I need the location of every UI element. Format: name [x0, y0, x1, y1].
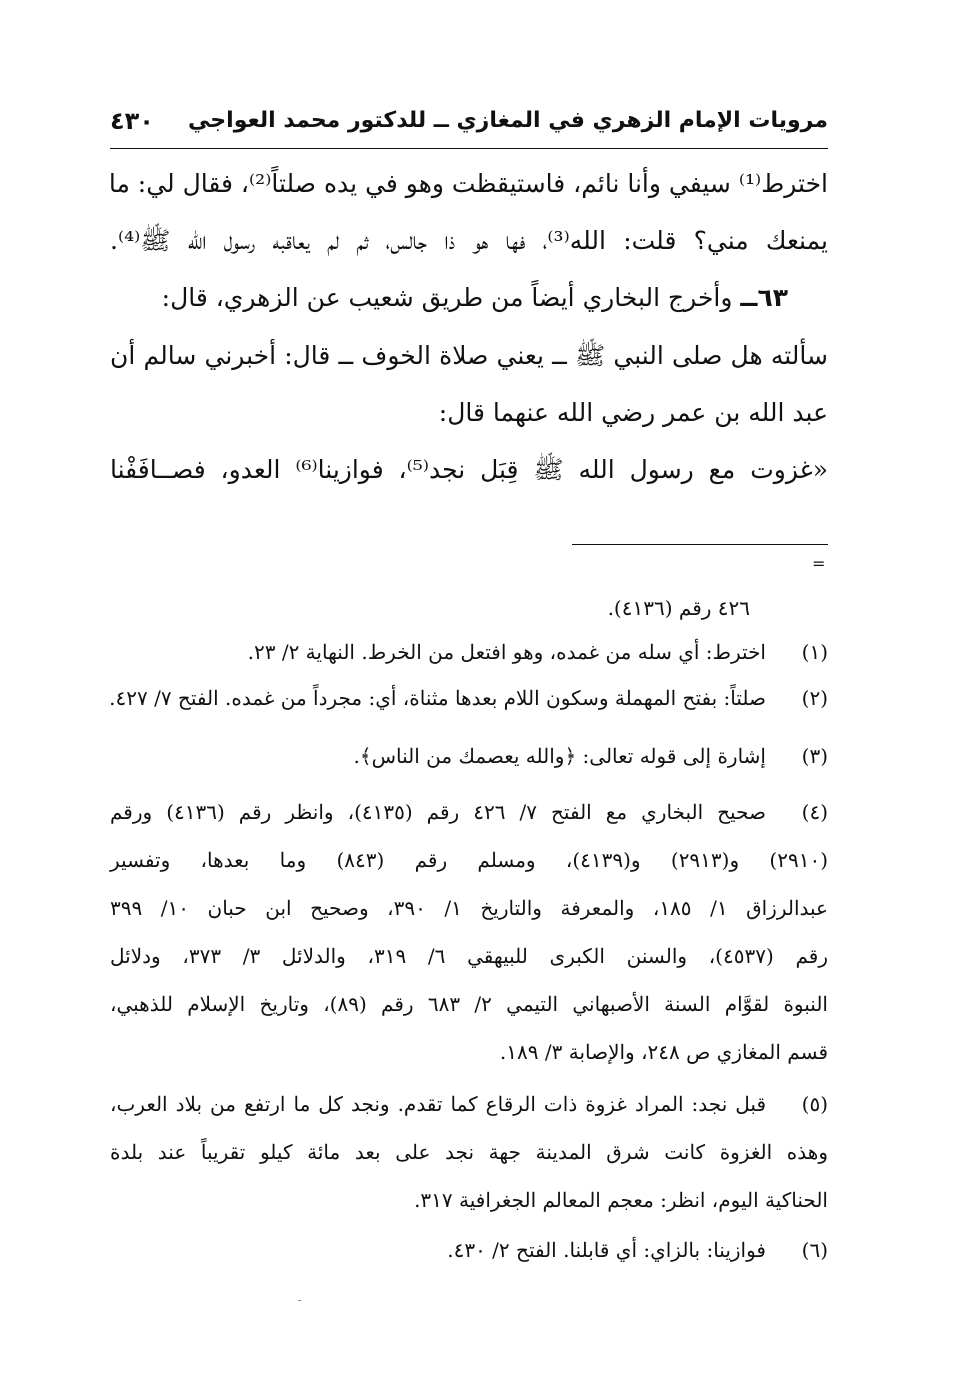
footnote-text: قسم المغازي ص ٢٤٨، والإصابة ٣/ ١٨٩. — [499, 1040, 828, 1064]
footnote-text: رقم (٤٥٣٧)، والسنن الكبرى للبيهقي ٦/ ٣١٩، والدلائل ٣/ ٣٧٣، ودلائل — [110, 944, 828, 968]
footnote-separator — [572, 544, 828, 545]
body-line-4: عبد الله بن عمر رضي الله عنهما قال: — [438, 398, 828, 427]
footnote-text: الحناكية اليوم، انظر: معجم المعالم الجغرافية ٣١٧. — [414, 1188, 828, 1212]
header-title: مرويات الإمام الزهري في المغازي ــ للدكتور محمد العواجي — [188, 108, 828, 133]
footnote-number: (٢) — [801, 686, 828, 710]
footnote-text: وهذه الغزوة كانت شرق المدينة جهة نجد على بعد مائة كيلو تقريباً عند بلدة — [110, 1140, 828, 1164]
footnote-text: إشارة إلى قوله تعالى: ﴿والله يعصمك من الناس﴾. — [353, 744, 766, 768]
footnote-number: (١) — [801, 640, 828, 664]
body-line-5: «غزوت مع رسول الله ﷺ قِبَل نجد⁽⁵⁾، فوازينا⁽⁶⁾ العدو، فصــافَفْنا — [110, 455, 828, 484]
footnote-text: فوازينا: بالزاي: أي قابلنا. الفتح ٢/ ٤٣٠. — [447, 1238, 766, 1262]
footnote-continuation: ٤٢٦ رقم (٤١٣٦). — [607, 596, 750, 620]
footnote-text: صحيح البخاري مع الفتح ٧/ ٤٢٦ رقم (٤١٣٥)، وانظر رقم (٤١٣٦) ورقم — [110, 800, 766, 824]
hadith-number: ٦٣ــ — [740, 283, 788, 312]
footnote-text: (٢٩١٠) و(٢٩١٣) و(٤١٣٩)، ومسلم رقم (٨٤٣) وما بعدها، وتفسير — [110, 848, 829, 872]
body-line-1: اخترط⁽¹⁾ سيفي وأنا نائم، فاستيقظت وهو في يده صلتاً⁽²⁾، فقال لي: ما — [108, 169, 828, 198]
footnote-text: اخترط: أي سله من غمده، وهو افتعل من الخرط. النهاية ٢/ ٢٣. — [247, 640, 766, 664]
running-header — [110, 100, 828, 146]
footnote-number: (٣) — [801, 744, 828, 768]
body-line-2: يمنعك مني؟ قلت: الله⁽³⁾، فها هو ذا جالس، ثم لم يعاقبه رسول الله ﷺ⁽⁴⁾. — [110, 226, 828, 255]
page-number: ٤٣٠ — [110, 107, 154, 135]
footnote-text: النبوة لقوَّام السنة الأصبهاني التيمي ٢/ ٦٨٣ رقم (٨٩)، وتاريخ الإسلام للذهبي، — [110, 992, 828, 1016]
scan-speck — [298, 1300, 301, 1301]
continuation-mark: = — [812, 554, 826, 573]
footnote-text: قبل نجد: المراد غزوة ذات الرقاع كما تقدم. ونجد كل ما ارتفع من بلاد العرب، — [110, 1092, 766, 1116]
footnote-text: عبدالرزاق ١/ ١٨٥، والمعرفة والتاريخ ١/ ٣٩٠، وصحيح ابن حبان ١٠/ ٣٩٩ — [110, 896, 828, 920]
footnote-number: (٦) — [801, 1238, 828, 1262]
hadith-intro-text: وأخرج البخاري أيضاً من طريق شعيب عن الزهري، قال: — [161, 283, 733, 312]
header-rule — [110, 148, 828, 149]
body-line-3: سألته هل صلى النبي ﷺ ــ يعني صلاة الخوف ــ قال: أخبرني سالم أن — [110, 341, 828, 370]
footnote-number: (٤) — [801, 800, 828, 824]
footnote-number: (٥) — [801, 1092, 828, 1116]
hadith-intro-line — [110, 268, 828, 328]
footnote-text: صلتاً: بفتح المهملة وسكون اللام بعدها مثناة، أي: مجرداً من غمده. الفتح ٧/ ٤٢٧. — [109, 686, 766, 710]
